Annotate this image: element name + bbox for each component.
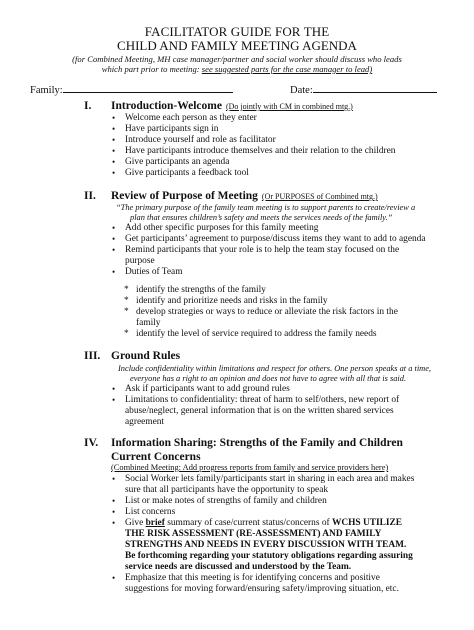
section-3-list bbox=[111, 384, 411, 428]
section-4-number: IV. bbox=[84, 437, 99, 449]
family-label: Family: bbox=[30, 85, 63, 96]
section-4-list bbox=[111, 474, 416, 595]
duty-item: * identify and prioritize needs and risks in the family bbox=[124, 296, 328, 306]
section-1-number: I. bbox=[84, 100, 92, 112]
section-4-note: (Combined Meeting: Add progress reports from family and service providers here) bbox=[111, 463, 389, 472]
section-2-title bbox=[111, 190, 378, 202]
family-field bbox=[30, 84, 233, 97]
list-item: • Social Worker lets family/participants start in sharing in each area and makes sure that all participants have the opportunity to speak bbox=[112, 474, 415, 495]
list-item: • Emphasize that this meeting is for identifying concerns and positive suggestions for moving forward/ensuring safety/improving situation, etc. bbox=[112, 573, 399, 594]
section-3-note-line1: Include confidentiality within limitations and respect for others. One person speaks at a time, bbox=[118, 364, 432, 373]
subtitle-line2-link: see suggested parts for the case manager to lead) bbox=[201, 64, 373, 74]
list-item: • Remind participants that your role is to help the team stay focused on the purpose bbox=[112, 245, 400, 266]
date-field bbox=[290, 84, 437, 97]
family-blank[interactable] bbox=[63, 84, 233, 93]
page-title-line1: FACILITATOR GUIDE FOR THE bbox=[144, 24, 330, 39]
section-3-number: III. bbox=[84, 350, 101, 362]
section-2-list bbox=[111, 223, 426, 278]
section-1-title bbox=[111, 100, 353, 112]
section-2-quote-line2: plan that ensures children’s safety and meets the services needs of the family.” bbox=[130, 213, 393, 222]
section-1-list bbox=[111, 113, 411, 179]
date-blank[interactable] bbox=[313, 84, 437, 93]
section-3-note-line2: everyone has a right to an opinion and does not have to agree with all that is said. bbox=[130, 374, 407, 383]
list-item: • Introduce yourself and role as facilitator bbox=[112, 135, 276, 145]
section-2-note: (Or PURPOSES of Combined mtg.) bbox=[261, 192, 378, 201]
list-item: • Get participants’ agreement to purpose/discuss items they want to add to agenda bbox=[112, 234, 426, 244]
section-4-title-line1: Information Sharing: Strengths of the Family and Children bbox=[111, 437, 403, 449]
section-4-title-line2: Current Concerns bbox=[111, 451, 201, 463]
section-2-title-text: Review of Purpose of Meeting bbox=[111, 190, 258, 202]
list-item: • List concerns bbox=[112, 507, 176, 517]
subtitle-line2-prefix: which part prior to meeting: bbox=[101, 64, 200, 74]
list-item: • Have participants sign in bbox=[112, 124, 219, 134]
subtitle-line2 bbox=[0, 64, 474, 74]
section-1-note: (Do jointly with CM in combined mtg.) bbox=[225, 102, 353, 111]
list-item: • Duties of Team bbox=[112, 267, 183, 277]
subtitle-line1: (for Combined Meeting, MH case manager/partner and social worker should discuss who leads bbox=[72, 54, 402, 64]
list-item: • Welcome each person as they enter bbox=[112, 113, 257, 123]
list-item: • Have participants introduce themselves and their relation to the children bbox=[112, 146, 396, 156]
list-item: • Add other specific purposes for this family meeting bbox=[112, 223, 319, 233]
duty-item: * identify the level of service required to address the family needs bbox=[124, 329, 377, 339]
section-2-duties bbox=[124, 285, 404, 340]
duty-item: * develop strategies or ways to reduce or alleviate the risk factors in the family bbox=[124, 307, 398, 328]
section-2-quote-line1: “The primary purpose of the family team meeting is to support parents to create/review a bbox=[116, 203, 416, 212]
list-item: • Give brief summary of case/current status/concerns of WCHS UTILIZE THE RISK ASSESSMENT (RE-ASSESSMENT) AND FAMILY STRENGTHS AND NEEDS IN EVERY DISCUSSION WITH TEAM. Be forthcoming regarding your statutory obligations regarding assuring service needs are discussed and understood by the Team. bbox=[112, 518, 413, 572]
page-title-line2: CHILD AND FAMILY MEETING AGENDA bbox=[117, 38, 357, 53]
list-item: • Give participants a feedback tool bbox=[112, 168, 249, 178]
section-3-title: Ground Rules bbox=[111, 350, 181, 362]
section-2-number: II. bbox=[84, 190, 96, 202]
list-item: • List or make notes of strengths of family and children bbox=[112, 496, 327, 506]
date-label: Date: bbox=[290, 85, 313, 96]
section-1-title-text: Introduction-Welcome bbox=[111, 100, 222, 112]
list-item: • Give participants an agenda bbox=[112, 157, 230, 167]
duty-item: * identify the strengths of the family bbox=[124, 285, 266, 295]
list-item: • Ask if participants want to add ground rules bbox=[112, 384, 290, 394]
list-item: • Limitations to confidentiality: threat of harm to self/others, new report of abuse/neglect, general information that is on the written shared services agreement bbox=[112, 395, 400, 427]
